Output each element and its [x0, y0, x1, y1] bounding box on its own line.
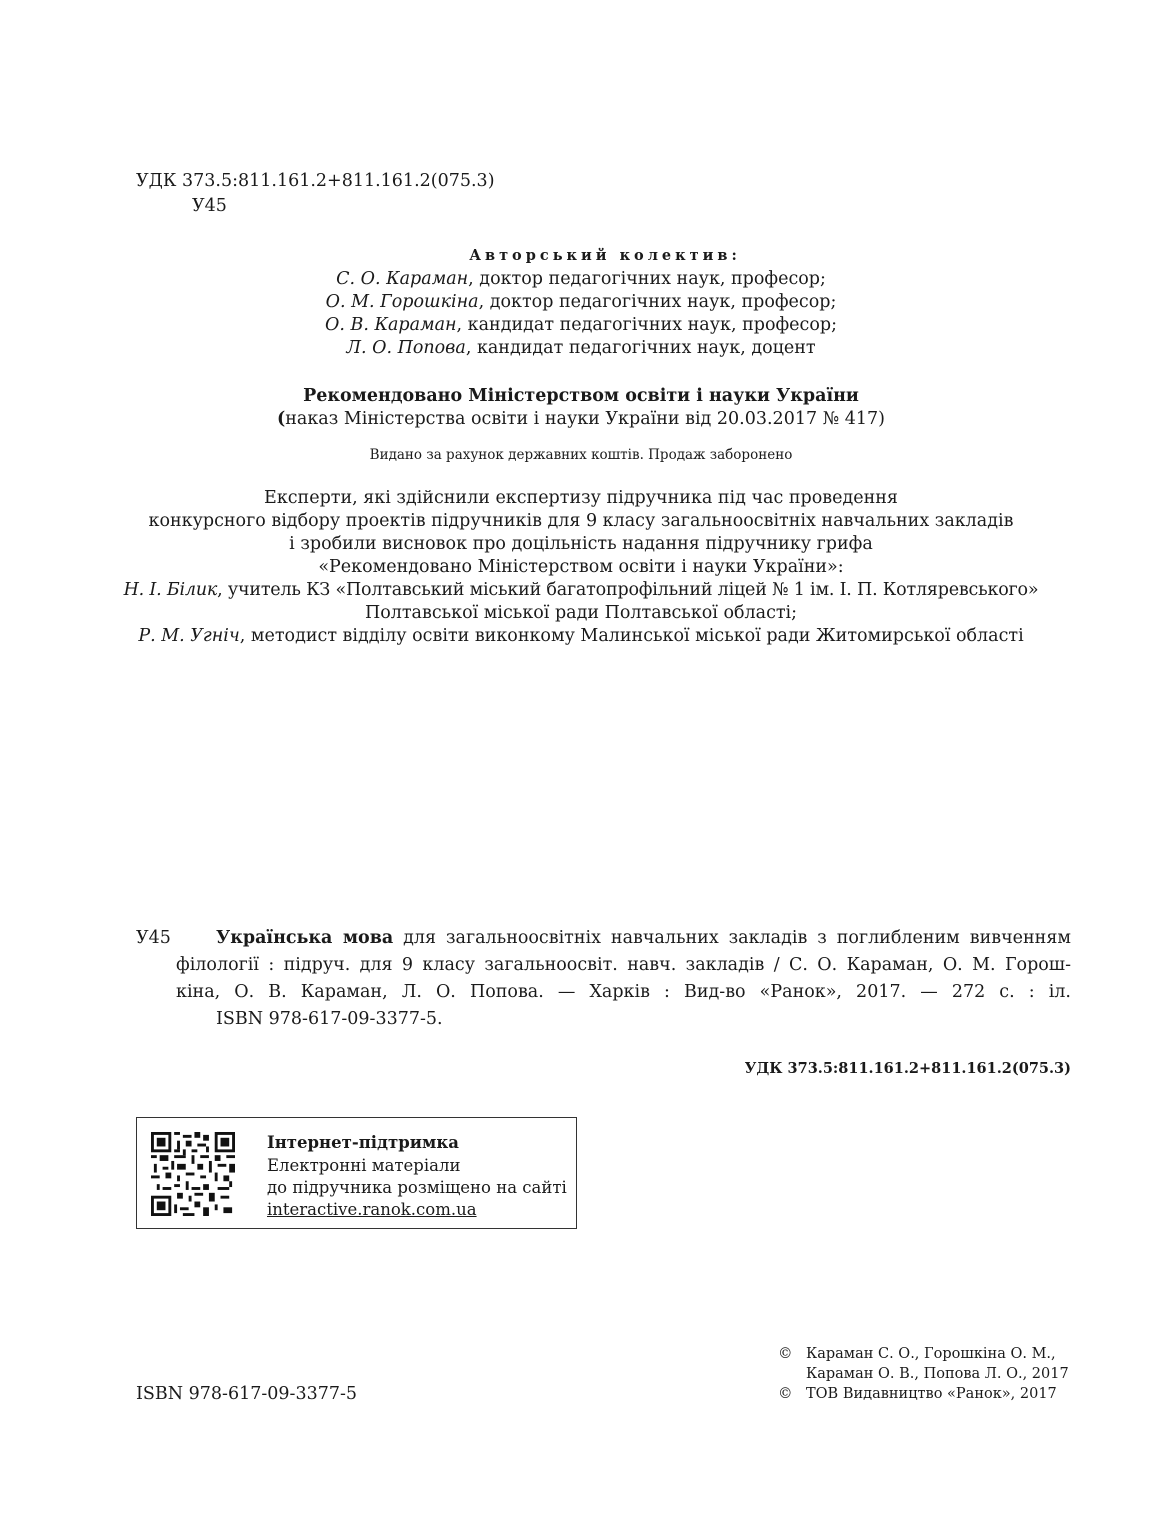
- internet-support-box: [136, 1117, 577, 1229]
- support-text: [267, 1132, 567, 1221]
- author-role: , доктор педагогічних наук, професор;: [478, 292, 837, 312]
- author-name: О. В. Караман: [325, 315, 457, 335]
- qr-code-icon[interactable]: [151, 1132, 235, 1216]
- author-line: [0, 268, 1162, 291]
- experts-intro-line: і зробили висновок про доцільність надання підручнику грифа: [289, 534, 873, 554]
- author-line: [0, 291, 1162, 314]
- copyright-symbol: ©: [778, 1346, 793, 1362]
- copyright-symbol: ©: [778, 1386, 793, 1402]
- author-line: [0, 314, 1162, 337]
- udk-header: УДК 373.5:811.161.2+811.161.2(075.3): [136, 171, 495, 191]
- author-line: [0, 337, 1162, 360]
- book-title: Українська мова: [216, 928, 394, 948]
- support-website-link[interactable]: interactive.ranok.com.ua: [267, 1200, 477, 1219]
- expert-line: Р. М. Угніч, методист відділу освіти виконкому Малинської міської ради Житомирської області: [138, 626, 1024, 646]
- expert-line-cont: Полтавської міської ради Полтавської області;: [364, 603, 798, 623]
- state-funds-note: Видано за рахунок державних коштів. Продаж заборонено: [369, 447, 793, 463]
- experts-intro-line: конкурсного відбору проектів підручників для 9 класу загальноосвітніх навчальних закладів: [148, 511, 1014, 531]
- recommendation-title: Рекомендовано Міністерством освіти і науки України: [303, 386, 859, 406]
- expert-line: Н. І. Білик, учитель КЗ «Полтавський міський багатопрофільний ліцей № 1 ім. І. П. Котляревського»: [123, 580, 1039, 600]
- author-role: , доктор педагогічних наук, професор;: [468, 269, 826, 289]
- expert-name: Р. М. Угніч: [138, 626, 240, 646]
- bib-line: Українська мова для загальноосвітніх навчальних закладів з поглибленим вивченням: [216, 928, 1071, 948]
- bib-code: У45: [136, 928, 171, 948]
- copyright-line: ТОВ Видавництво «Ранок», 2017: [806, 1386, 1057, 1402]
- udk-footer: УДК 373.5:811.161.2+811.161.2(075.3): [744, 1060, 1071, 1077]
- support-line: Електронні матеріали: [267, 1156, 461, 1175]
- bib-isbn: ISBN 978-617-09-3377-5.: [216, 1009, 443, 1029]
- isbn-bottom: ISBN 978-617-09-3377-5: [136, 1384, 358, 1404]
- bib-line: філології : підруч. для 9 класу загальноосвіт. навч. закладів / С. О. Караман, О. М. Горош-: [176, 955, 1071, 975]
- author-role: , кандидат педагогічних наук, професор;: [456, 315, 837, 335]
- author-role: , кандидат педагогічних наук, доцент: [465, 338, 816, 358]
- copyright-line: Караман С. О., Горошкіна О. М.,: [806, 1346, 1056, 1362]
- experts-intro-line: «Рекомендовано Міністерством освіти і науки України»:: [318, 557, 844, 577]
- author-name: С. О. Караман: [336, 269, 469, 289]
- author-name: О. М. Горошкіна: [325, 292, 479, 312]
- bibliographic-entry: [176, 925, 1071, 1033]
- author-name: Л. О. Попова: [346, 338, 466, 358]
- authors-heading: Авторський колектив:: [469, 247, 741, 264]
- copyright-line: Караман О. В., Попова Л. О., 2017: [806, 1366, 1069, 1382]
- support-title: Інтернет-підтримка: [267, 1133, 459, 1152]
- recommendation-order: (наказ Міністерства освіти і науки України від 20.03.2017 № 417): [276, 409, 886, 429]
- experts-intro-line: Експерти, які здійснили експертизу підручника під час проведення: [264, 488, 898, 508]
- udk-code: У45: [192, 196, 227, 216]
- expert-name: Н. І. Білик: [123, 580, 218, 600]
- bib-line: кіна, О. В. Караман, Л. О. Попова. — Харків : Вид-во «Ранок», 2017. — 272 с. : іл.: [176, 982, 1071, 1002]
- support-line: до підручника розміщено на сайті: [267, 1178, 567, 1197]
